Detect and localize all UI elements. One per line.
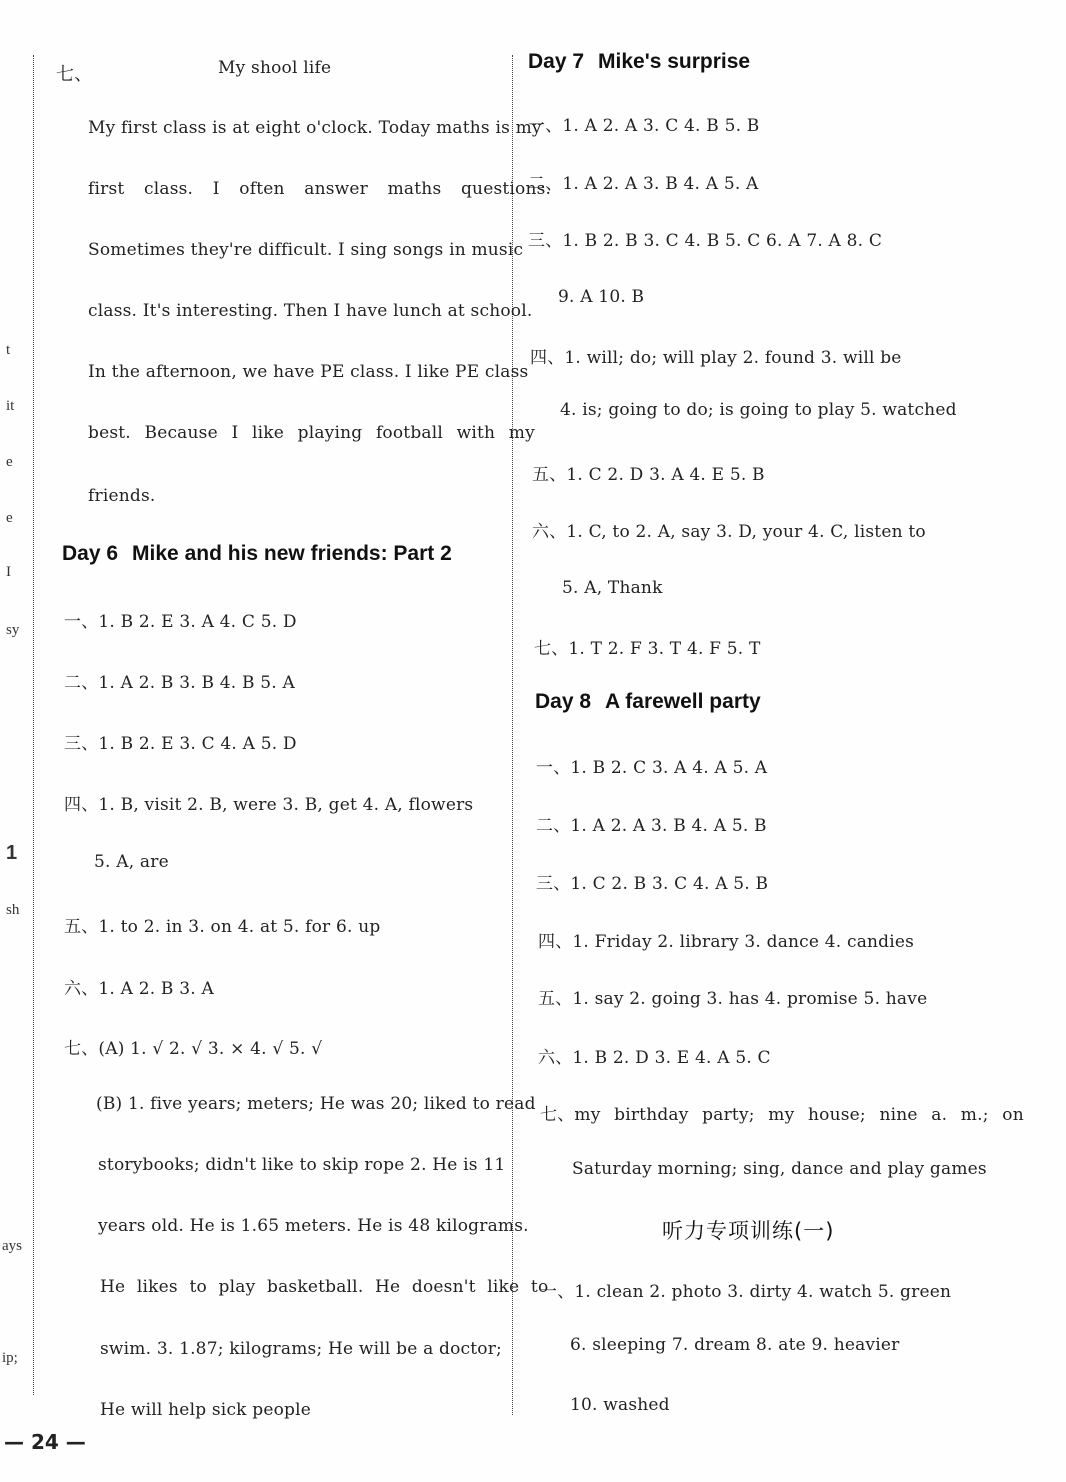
answer-line: storybooks; didn't like to skip rope 2. He is 11 xyxy=(98,1155,506,1175)
answer-line: 三、1. B 2. E 3. C 4. A 5. D xyxy=(64,734,297,754)
answer-line: 四、1. will; do; will play 2. found 3. will be xyxy=(530,348,902,368)
answer-line: (B) 1. five years; meters; He was 20; liked to read xyxy=(96,1094,536,1114)
answer-line: 五、1. say 2. going 3. has 4. promise 5. have xyxy=(538,989,928,1009)
listening-section-title: 听力专项训练(一) xyxy=(662,1219,835,1243)
answer-line: 10. washed xyxy=(570,1395,670,1415)
day6-heading xyxy=(62,542,452,566)
answer-line: 二、1. A 2. A 3. B 4. A 5. A xyxy=(528,174,759,194)
page-number-dash-left: — xyxy=(4,1430,31,1454)
essay-line: friends. xyxy=(88,486,156,506)
answer-line: 一、1. B 2. E 3. A 4. C 5. D xyxy=(64,612,297,632)
answer-line: 二、1. A 2. B 3. B 4. B 5. A xyxy=(64,673,295,693)
edge-fragment: e xyxy=(6,510,13,526)
answer-line: years old. He is 1.65 meters. He is 48 kilograms. xyxy=(98,1216,529,1236)
edge-fragment: I xyxy=(6,564,11,580)
answer-line: He will help sick people xyxy=(100,1400,312,1420)
answer-line: 一、1. clean 2. photo 3. dirty 4. watch 5. green xyxy=(540,1282,952,1302)
answer-line: 5. A, are xyxy=(94,852,169,872)
answer-line: 七、(A) 1. √ 2. √ 3. × 4. √ 5. √ xyxy=(64,1039,323,1059)
edge-fragment: sy xyxy=(6,622,20,638)
answer-line: 二、1. A 2. A 3. B 4. A 5. B xyxy=(536,816,767,836)
answer-line: 5. A, Thank xyxy=(562,578,663,598)
edge-fragment: e xyxy=(6,454,13,470)
answer-line: 四、1. Friday 2. library 3. dance 4. candies xyxy=(538,932,915,952)
day8-heading xyxy=(535,690,761,714)
essay-line: class. It's interesting. Then I have lunch at school. xyxy=(88,301,533,321)
answer-line: 五、1. C 2. D 3. A 4. E 5. B xyxy=(532,465,765,485)
answer-line: 6. sleeping 7. dream 8. ate 9. heavier xyxy=(570,1335,900,1355)
page-number-dash-right: — xyxy=(58,1430,86,1454)
answer-line: 一、1. B 2. C 3. A 4. A 5. A xyxy=(536,758,768,778)
edge-fragment: ays xyxy=(2,1238,22,1254)
answer-line: 七、my birthday party; my house; nine a. m.; on xyxy=(540,1105,1024,1125)
essay-line: best. Because I like playing football with my xyxy=(88,423,535,443)
essay-line: My first class is at eight o'clock. Today maths is my xyxy=(88,118,542,138)
answer-line: 六、1. A 2. B 3. A xyxy=(64,979,214,999)
answer-line: 4. is; going to do; is going to play 5. watched xyxy=(560,400,957,420)
essay-title: My shool life xyxy=(218,58,332,78)
essay-line: Sometimes they're difficult. I sing songs in music xyxy=(88,240,524,260)
answer-line: 一、1. A 2. A 3. C 4. B 5. B xyxy=(528,116,760,136)
answer-line: 六、1. B 2. D 3. E 4. A 5. C xyxy=(538,1048,771,1068)
answer-line: 三、1. B 2. B 3. C 4. B 5. C 6. A 7. A 8. C xyxy=(528,231,883,251)
day8-title: A farewell party xyxy=(605,690,761,713)
day6-label: Day 6 xyxy=(62,542,119,565)
edge-fragment: 1 xyxy=(6,842,18,864)
answer-line: Saturday morning; sing, dance and play games xyxy=(572,1159,987,1179)
answer-line: He likes to play basketball. He doesn't like to xyxy=(100,1277,549,1297)
answer-line: 四、1. B, visit 2. B, were 3. B, get 4. A, flowers xyxy=(64,795,474,815)
day6-title: Mike and his new friends: Part 2 xyxy=(132,542,452,565)
edge-fragment: sh xyxy=(6,902,20,918)
left-margin-rule xyxy=(33,55,34,1395)
day7-label: Day 7 xyxy=(528,50,585,73)
answer-line: 三、1. C 2. B 3. C 4. A 5. B xyxy=(536,874,769,894)
edge-fragment: it xyxy=(6,398,15,414)
answer-line: 9. A 10. B xyxy=(558,287,645,307)
answer-line: 六、1. C, to 2. A, say 3. D, your 4. C, listen to xyxy=(532,522,926,542)
section-label-qi: 七、 xyxy=(56,64,93,85)
edge-fragment: t xyxy=(6,342,11,358)
day8-label: Day 8 xyxy=(535,690,592,713)
answer-line: swim. 3. 1.87; kilograms; He will be a doctor; xyxy=(100,1339,502,1359)
page-number xyxy=(4,1430,86,1454)
answer-line: 七、1. T 2. F 3. T 4. F 5. T xyxy=(534,639,761,659)
day7-heading xyxy=(528,50,750,74)
edge-fragment: ip; xyxy=(2,1350,18,1366)
essay-line: In the afternoon, we have PE class. I like PE class xyxy=(88,362,529,382)
essay-line: first class. I often answer maths questions. xyxy=(88,179,552,199)
answer-line: 五、1. to 2. in 3. on 4. at 5. for 6. up xyxy=(64,917,381,937)
page-number-value: 24 xyxy=(30,1430,59,1454)
day7-title: Mike's surprise xyxy=(598,50,751,73)
